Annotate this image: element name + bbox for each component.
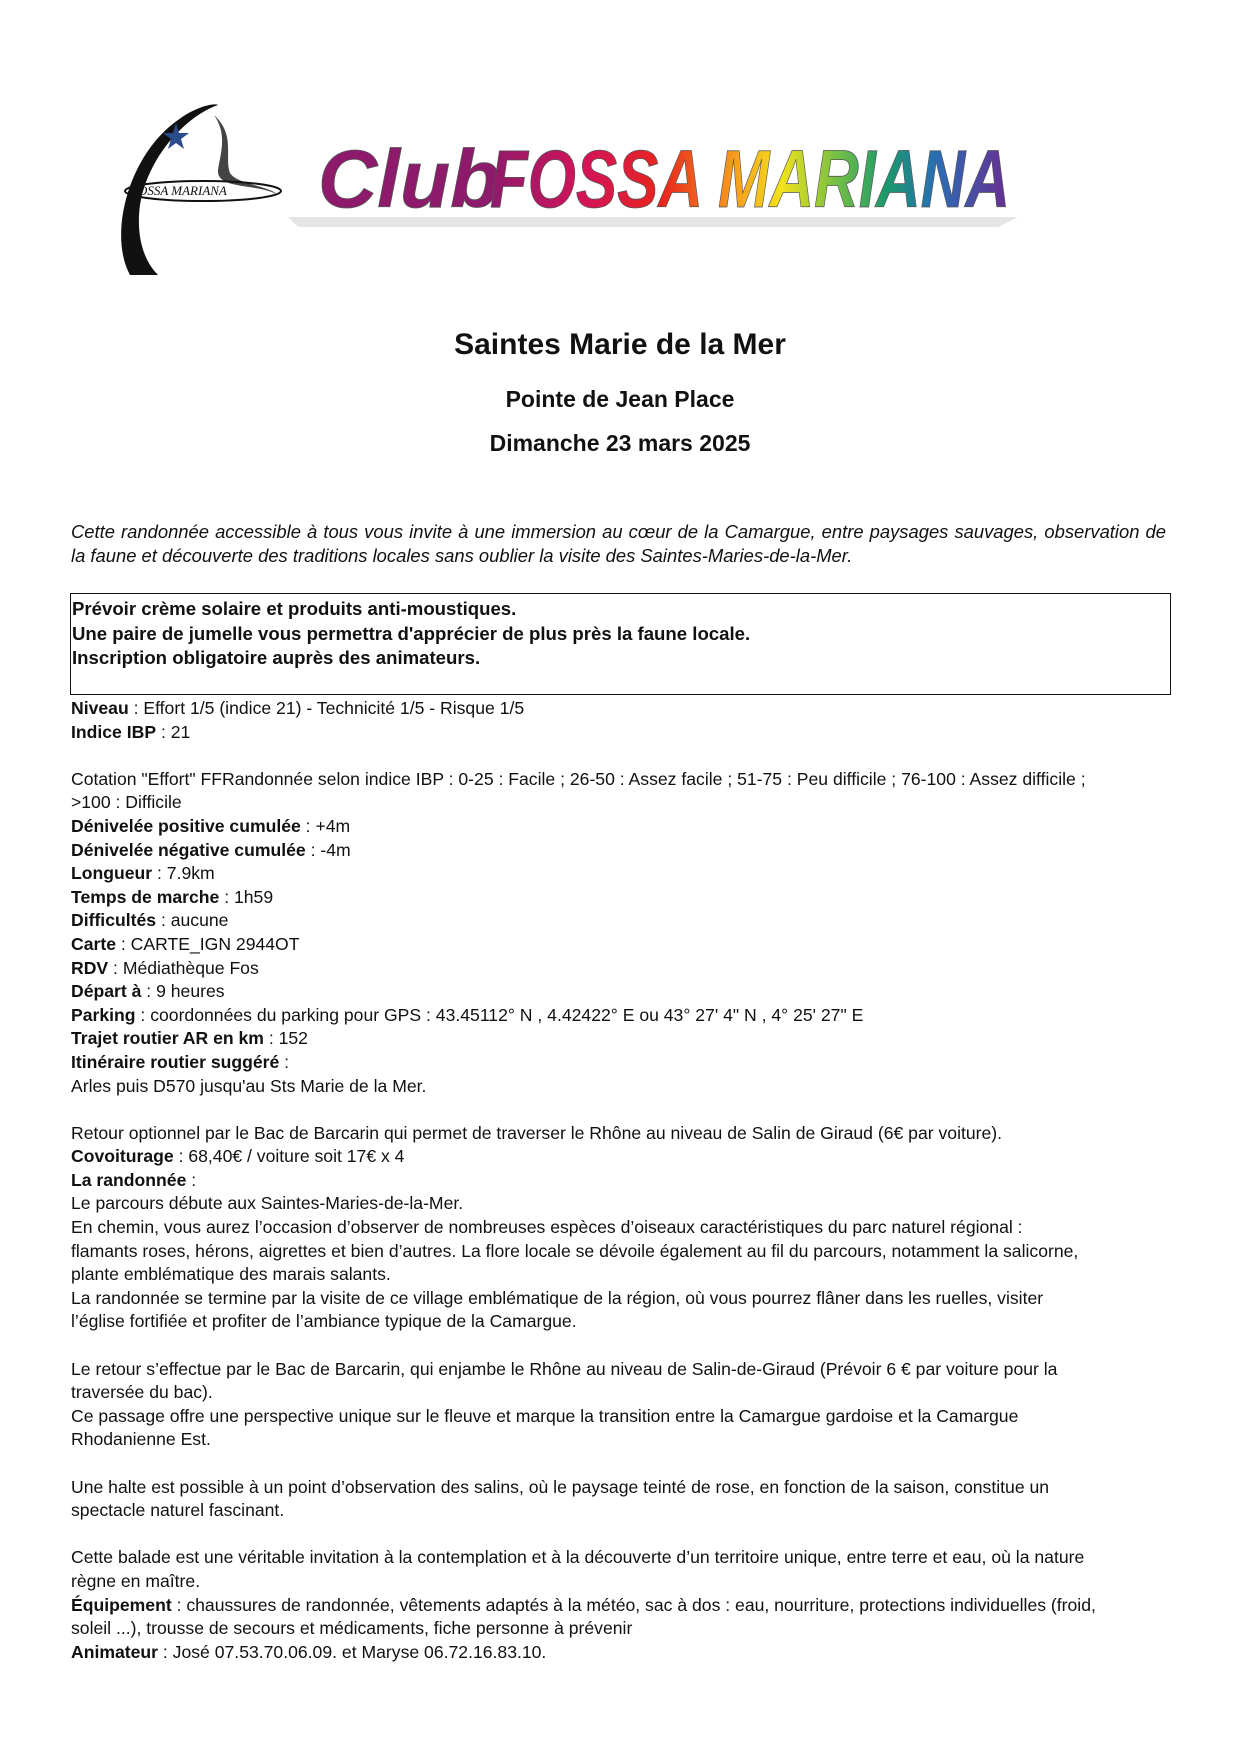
club-logo [118, 95, 1138, 285]
logo-emblem [121, 104, 281, 275]
info-temps: Temps de marche : 1h59 [71, 886, 274, 907]
info-niveau: Niveau : Effort 1/5 (indice 21) - Technicité 1/5 - Risque 1/5 [71, 698, 525, 718]
info-animateur: Animateur : José 07.53.70.06.09. et Maryse 06.72.16.83.10. [71, 1641, 547, 1662]
info-difficultes: Difficultés : aucune [71, 910, 229, 931]
info-rdv: RDV : Médiathèque Fos [71, 957, 259, 978]
info-equipement: Équipement : chaussures de randonnée, vêtements adaptés à la météo, sac à dos : eau, nourriture, protections individuelles (froid, [71, 1594, 1096, 1615]
notice-line: Prévoir crème solaire et produits anti-moustiques. [72, 598, 517, 619]
desc-line: Le retour s’effectue par le Bac de Barcarin, qui enjambe le Rhône au niveau de Salin-de-Giraud (Prévoir 6 € par voiture pour la [71, 1358, 1058, 1379]
info-itineraire-text: Arles puis D570 jusqu'au Sts Marie de la Mer. [71, 1075, 427, 1096]
desc-line: Cette balade est une véritable invitation à la contemplation et à la découverte d’un territoire unique, entre terre et eau, où la nature [71, 1547, 1085, 1568]
desc-line: Une halte est possible à un point d’observation des salins, où le paysage teinté de rose, en fonction de la saison, constitue un [71, 1476, 1050, 1497]
desc-line: Le parcours débute aux Saintes-Maries-de-la-Mer. [71, 1193, 464, 1214]
logo-club-word: Club [318, 134, 501, 225]
notice-line: Inscription obligatoire auprès des animateurs. [72, 647, 481, 668]
hike-details [71, 697, 1176, 1664]
desc-line: l’église fortifiée et profiter de l’ambiance typique de la Camargue. [71, 1311, 577, 1332]
info-trajet: Trajet routier AR en km : 152 [71, 1028, 308, 1049]
info-retour-optionnel: Retour optionnel par le Bac de Barcarin qui permet de traverser le Rhône au niveau de Salin de Giraud (6€ par voiture). [71, 1122, 1003, 1143]
page-title: Saintes Marie de la Mer [454, 328, 786, 361]
info-cotation-cont: >100 : Difficile [71, 792, 182, 813]
desc-line: traversée du bac). [71, 1382, 213, 1403]
notice-box [70, 593, 1171, 695]
intro-paragraph: Cette randonnée accessible à tous vous invite à une immersion au cœur de la Camargue, entre paysages sauvages, observation de la faune et découverte des traditions locales sans oublier la visite des Saintes-Maries-de-la-Mer. [71, 521, 1166, 566]
info-parking: Parking : coordonnées du parking pour GPS : 43.45112° N , 4.42422° E ou 43° 27' 4" N , 4° 25' 27" E [71, 1004, 864, 1025]
desc-line: En chemin, vous aurez l’occasion d’observer de nombreuses espèces d’oiseaux caractéristiques du parc naturel régional : [71, 1217, 1023, 1238]
logo-club-name: FOSSA MARIANA [490, 134, 1010, 225]
info-itineraire: Itinéraire routier suggéré : [71, 1051, 290, 1072]
desc-line: Ce passage offre une perspective unique sur le fleuve et marque la transition entre la Camargue gardoise et la Camargue [71, 1405, 1019, 1426]
logo-emblem-text: FOSSA MARIANA [130, 183, 227, 198]
info-carte: Carte : CARTE_IGN 2944OT [71, 933, 300, 954]
info-cotation: Cotation "Effort" FFRandonnée selon indice IBP : 0-25 : Facile ; 26-50 : Assez facile ; 51-75 : Peu difficile ; 76-100 : Assez difficile ; [71, 768, 1086, 789]
info-randonnee: La randonnée : [71, 1169, 197, 1190]
info-denivele-positive: Dénivelée positive cumulée : +4m [71, 815, 351, 836]
desc-line: flamants roses, hérons, aigrettes et bien d’autres. La flore locale se dévoile également au fil du parcours, notamment la salicorne, [71, 1240, 1079, 1261]
event-date: Dimanche 23 mars 2025 [489, 430, 751, 456]
desc-line: règne en maître. [71, 1570, 201, 1591]
desc-line: spectacle naturel fascinant. [71, 1500, 285, 1521]
info-longueur: Longueur : 7.9km [71, 863, 215, 884]
info-depart: Départ à : 9 heures [71, 981, 225, 1002]
info-covoiturage: Covoiturage : 68,40€ / voiture soit 17€ x 4 [71, 1146, 405, 1167]
desc-line: La randonnée se termine par la visite de ce village emblématique de la région, où vous pourrez flâner dans les ruelles, visiter [71, 1287, 1044, 1308]
desc-line: Rhodanienne Est. [71, 1429, 211, 1450]
info-equipement-cont: soleil ...), trousse de secours et médicaments, fiche personne à prévenir [71, 1618, 633, 1639]
info-denivele-negative: Dénivelée négative cumulée : -4m [71, 839, 351, 860]
notice-line: Une paire de jumelle vous permettra d'apprécier de plus près la faune locale. [72, 622, 751, 644]
page-subtitle: Pointe de Jean Place [505, 386, 735, 412]
logo-shadow [288, 217, 1018, 227]
desc-line: plante emblématique des marais salants. [71, 1264, 391, 1285]
info-ibp: Indice IBP : 21 [71, 721, 191, 742]
